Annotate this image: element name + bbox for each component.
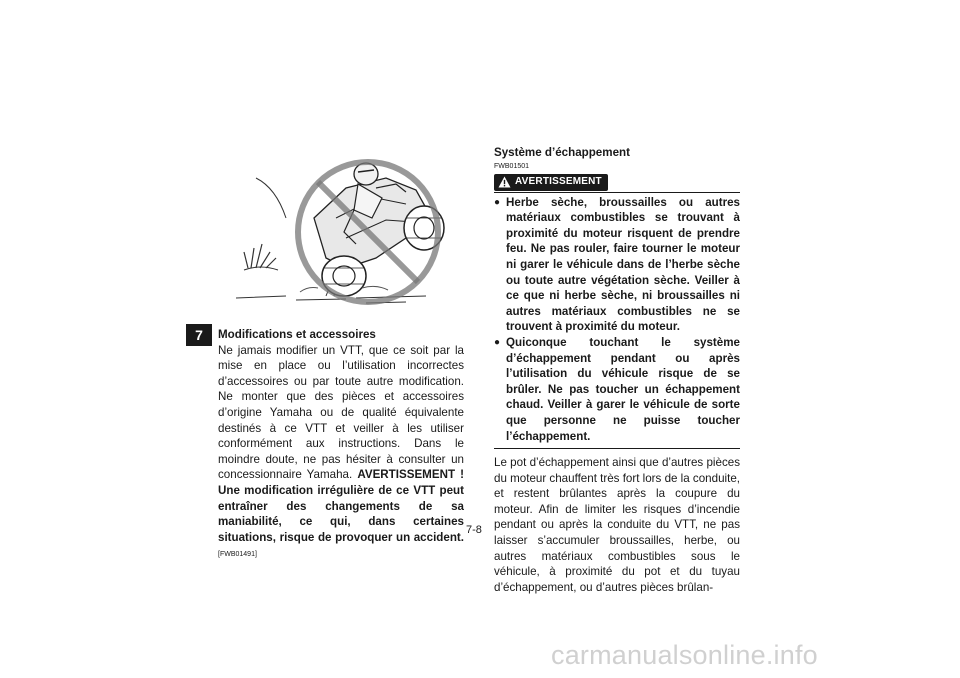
modifications-paragraph: [218, 343, 464, 563]
bullet-text: Quiconque touchant le système d’échappement pendant ou après l’utilisation du véhicule risque de se brûler. Ne pas toucher un échappement chaud. Veiller à garer le véhicule de sorte que personne ne puisse toucher l’échappement.: [506, 335, 740, 443]
exhaust-paragraph: Le pot d’échappement ainsi que d’autres pièces du moteur chauffent très fort lors de la conduite, et restent brûlantes après la coupure du moteur. Afin de limiter les risques d’incendie pendant ou après la conduite du VTT, ne pas laisser s’accumuler broussailles, herbe, ou autres matériaux combustibles sous le véhicule, à proximité du pot et du tuyau d’échappement, ou d’autres pièces brûlan-: [494, 456, 740, 594]
exhaust-code: FWB01501: [494, 162, 530, 170]
warning-bullet-list: [494, 195, 740, 445]
warning-end-rule: [494, 448, 740, 449]
modifications-warning: AVERTISSEMENT ! Une modification irrégulière de ce VTT peut entraîner des changements de sa maniabilité, ce qui, dans certaines situations, risque de provoquer un accident.: [218, 468, 464, 544]
section-title-modifications: Modifications et accessoires: [218, 328, 376, 341]
warning-label-pill: [494, 174, 608, 191]
bullet-icon: ●: [494, 196, 501, 208]
prohibited-atv-wheelie-illustration: [226, 148, 460, 308]
page-number: 7-8: [466, 524, 482, 536]
warning-label: AVERTISSEMENT: [515, 176, 602, 188]
modifications-code: [FWB01491]: [218, 551, 257, 559]
bullet-text: Herbe sèche, broussailles ou autres matériaux combustibles se trouvant à proximité du moteur risquent de prendre feu. Ne pas rouler, faire tourner le moteur ni garer le véhicule dans de l’herbe sèche ou toute autre végétation sèche. Veiller à ce que ni herbe sèche, ni broussailles ni autres matériaux combustibles ne se trouvent à proximité du moteur.: [506, 195, 740, 334]
warning-header: [494, 173, 740, 193]
right-column: [494, 145, 740, 595]
chapter-tab: 7: [186, 324, 212, 346]
section-title-exhaust: Système d’échappement: [494, 146, 630, 159]
modifications-body: Ne jamais modifier un VTT, que ce soit par la mise en place ou l’utilisation incorrectes d’accessoires ou par toute autre modification. Ne monter que des pièces et accessoires d’origine Yamaha ou de qualité équivalente destinés à ce VTT et veiller à les utiliser conformément aux instructions. Dans le moindre doute, ne pas hésiter à consulter un concessionnaire Yamaha.: [218, 343, 464, 482]
list-item: [494, 335, 740, 444]
watermark: carmanualsonline.info: [551, 640, 818, 670]
left-column: [218, 327, 464, 563]
bullet-icon: ●: [494, 336, 501, 348]
list-item: [494, 195, 740, 335]
warning-triangle-icon: [498, 176, 511, 188]
